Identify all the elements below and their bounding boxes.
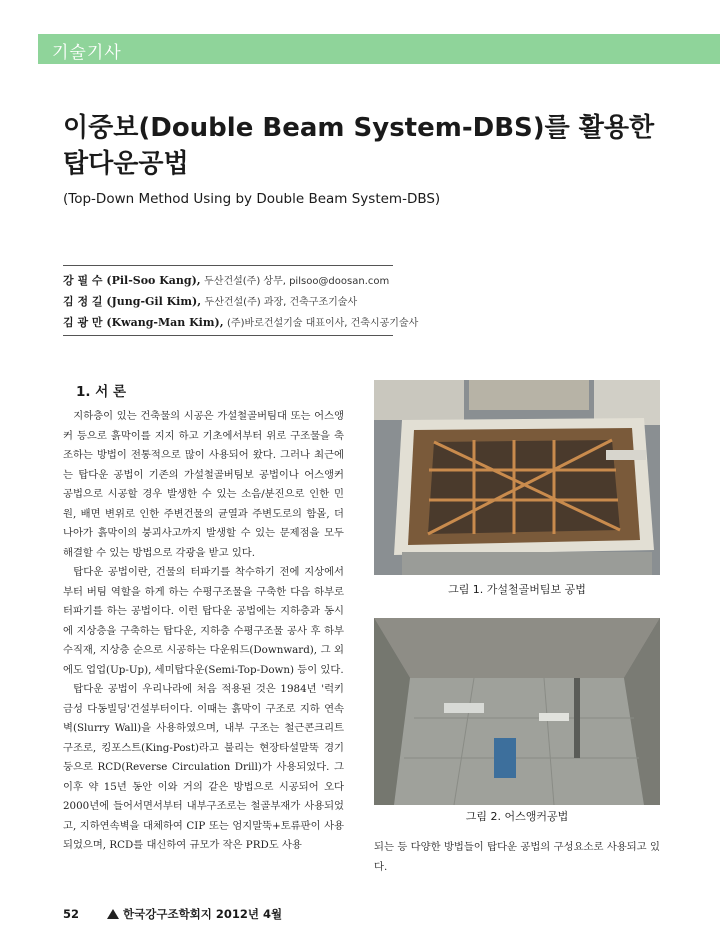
journal-name: 한국강구조학회지 2012년 4월 <box>123 907 283 921</box>
author-name: 강 필 수 (Pil-Soo Kang), <box>63 274 201 287</box>
section-banner <box>38 34 720 64</box>
page-number: 52 <box>63 907 80 921</box>
author-affiliation: 두산건설(주) 상무, pilsoo@doosan.com <box>204 276 390 287</box>
author-name: 김 정 길 (Jung-Gil Kim), <box>63 295 202 308</box>
authors-bottom-rule <box>63 335 393 336</box>
body-column-left <box>63 407 344 856</box>
body-paragraph: 지하층이 있는 건축물의 시공은 가설철골버팀대 또는 어스앵커 등으로 흙막이를 지지 하고 기초에서부터 위로 구조물을 축조하는 방법이 전통적으로 많이 사용되어 왔다. 그러나 최근에는 탑다운 공법이 기존의 가설철골버팀보 공법이나 어스앵커 공법으로 시공할 경우 발생한 수 있는 소음/분진으로 인한 민원, 배면 변위로 인한 주변건물의 균열과 주변도로의 함몰, 더 나아가 흙막이의 붕괴사고까지 발생할 수 있는 문제점을 모두 해결할 수 있는 방법으로 각광을 받고 있다. <box>63 410 344 559</box>
article-title <box>63 110 663 182</box>
author-entry <box>63 292 423 313</box>
body-paragraph: 되는 등 다양한 방법들이 탑다운 공법의 구성요소로 사용되고 있다. <box>374 841 660 873</box>
title-line-2: 탑다운공법 <box>63 149 189 179</box>
figure-2-caption: 그림 2. 어스앵커공법 <box>465 810 569 823</box>
journal-name-group <box>107 907 282 921</box>
section-heading: 1. 서 론 <box>76 384 127 400</box>
author-entry <box>63 313 423 334</box>
author-affiliation: (주)바로건설기술 대표이사, 건축시공기술사 <box>227 318 419 329</box>
author-list <box>63 271 423 334</box>
body-column-right <box>374 838 660 877</box>
body-paragraph: 탑다운 공법이 우리나라에 처음 적용된 것은 1984년 '럭키금성 다동빌딩'건설부터이다. 이때는 흙막이 구조로 지하 연속벽(Slurry Wall)을 사용하였으며, 내부 구조는 철근콘크리트 구조로, 킹포스트(King-Post)라고 불리는 현장타설말뚝 경기둥으로 RCD(Reverse Circulation Drill)가 사용되었다. 그 이후 약 15년 동안 이와 거의 같은 방법으로 시공되어 오다 2000년에 들어서면서부터 내부구조로는 철골부재가 사용되었고, 지하연속벽을 대체하여 CIP 또는 엄지말뚝+토류판이 사용되었으며, RCD를 대신하여 규모가 작은 PRD도 사용 <box>63 683 344 851</box>
authors-top-rule <box>63 265 393 266</box>
figure-1-caption: 그림 1. 가설철골버팀보 공법 <box>448 583 586 596</box>
page-footer <box>63 906 282 922</box>
author-entry <box>63 271 423 292</box>
figure-1-photo <box>374 380 660 575</box>
section-label: 기술기사 <box>52 43 122 63</box>
author-name: 김 광 만 (Kwang-Man Kim), <box>63 316 224 329</box>
article-subtitle: (Top-Down Method Using by Double Beam System-DBS) <box>63 191 441 207</box>
author-affiliation: 두산건설(주) 과장, 건축구조기술사 <box>204 297 358 308</box>
title-line-1: 이중보(Double Beam System-DBS)를 활용한 <box>63 113 655 143</box>
body-paragraph: 탑다운 공법이란, 건물의 터파기를 착수하기 전에 지상에서부터 버팀 역할을 하게 하는 수평구조물을 구축한 다음 하부로 터파기를 하는 공법이다. 이런 탑다운 공법에는 지하층과 동시에 지상층을 구축하는 탑다운, 지하층 수평구조물 공사 후 하부 수직재, 지상층 순으로 시공하는 다운워드(Downward), 그 외에도 업업(Up-Up), 세미탑다운(Semi-Top-Down) 등이 있다. <box>63 566 344 676</box>
journal-logo-icon <box>107 909 119 919</box>
figure-2-photo <box>374 618 660 805</box>
